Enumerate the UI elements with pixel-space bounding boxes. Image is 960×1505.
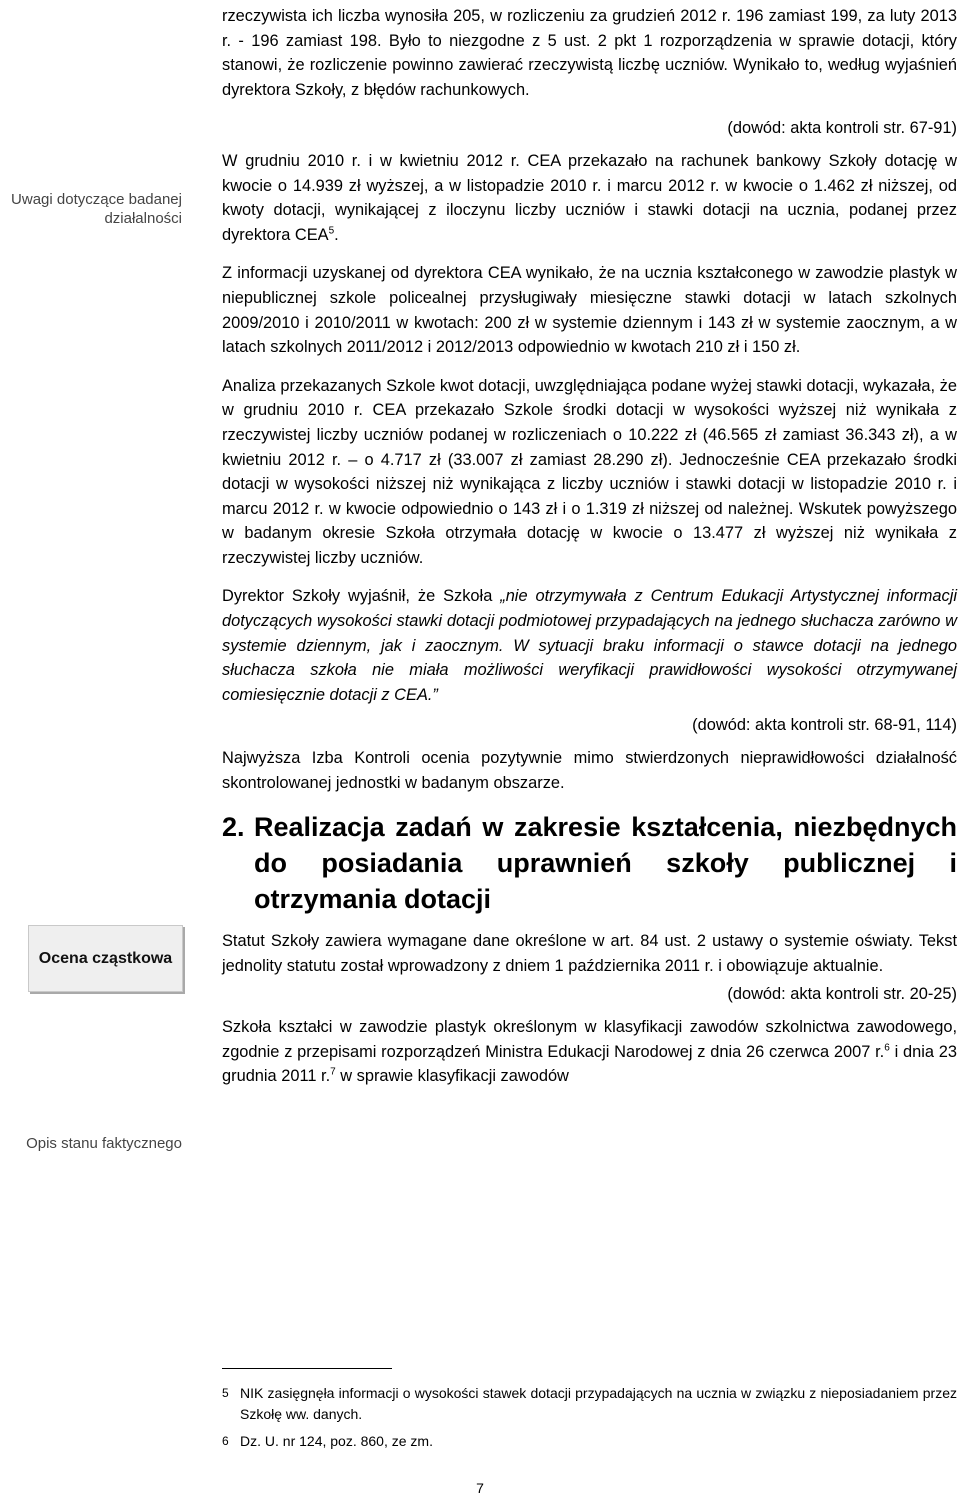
footnote-number: 5 [222,1386,229,1400]
evidence-note-3: (dowód: akta kontroli str. 20-25) [727,985,957,1004]
footnote-number: 6 [222,1434,229,1448]
director-quote: „nie otrzymywała z Centrum Edukacji Artystycznej informacji dotyczących wysokości stawki dotacji podmiotowej przypadających na jednego słuchacza zarówno w systemie dziennym, jak i zaocznym. W sytuacji braku informacji o stawce dotacji na jednego słuchacza szkoła nie miała możliwości weryfikacji prawidłowości wysokości otrzymywanej comiesięcznie dotacji z CEA.” [222,587,957,704]
paragraph-grant-transfers-end: . [334,225,339,244]
vocational-text-c: w sprawie klasyfikacji zawodów [335,1067,569,1086]
paragraph-analysis: Analiza przekazanych Szkole kwot dotacji, uwzględniająca podane wyżej stawki dotacji, wykazała, że w grudniu 2010 r. CEA przekazało Szkole środki dotacji w wysokości wyższej niż wynikała z rzeczywistej liczby uczniów podanej w rozliczeniach o 10.222 zł (46.565 zł zamiast 36.343 zł), a w kwietniu 2012 r. – o 4.717 zł (33.007 zł zamiast 28.290 zł). Jednocześnie CEA przekazało środki dotacji w wysokości niższej niż wynikająca z liczby uczniów i stawki dotacji w listopadzie 2010 r. i marcu 2012 r. w kwocie odpowiednio o 143 zł i o 1.319 zł niższej od należnej. Wskutek powyższego w badanym okresie Szkoła otrzymała dotację w kwocie o 13.477 zł wyższej niż wynikała z rzeczywistej liczby uczniów. [222,376,957,567]
partial-assessment-label: Ocena cząstkowa [38,949,173,967]
paragraph-grant-transfers-text: W grudniu 2010 r. i w kwietniu 2012 r. CEA przekazało na rachunek bankowy Szkoły dotację w kwocie o 14.939 zł wyższej, a w listopadzie 2010 r. i marcu 2012 r. w kwocie o 1.462 zł niższej, od kwoty dotacji, wynikającej z iloczynu liczby uczniów i stawki dotacji na ucznia, podanej przez dyrektora CEA [222,151,957,244]
footnote-text: Dz. U. nr 124, poz. 860, ze zm. [240,1433,433,1449]
remarks-margin-label: Uwagi dotyczące badanej działalności [11,191,182,227]
paragraph-director-explanation [222,584,957,707]
left-margin-column [0,0,190,1505]
section-title: Realizacja zadań w zakresie kształcenia, niezbędnych do posiadania uprawnień szkoły publicznej i otrzymania dotacji [254,812,957,915]
footnote-6 [222,1431,957,1452]
section-heading [222,809,957,917]
facts-margin-label: Opis stanu faktycznego [26,1135,182,1152]
paragraph-statute: Statut Szkoły zawiera wymagane dane określone w art. 84 ust. 2 ustawy o systemie oświaty. Tekst jednolity statutu został wprowadzony z dniem 1 października 2011 r. i obowiązuje aktualnie. [222,932,957,975]
paragraph-vocational-training [222,1015,957,1089]
partial-assessment-box [28,925,183,992]
paragraph-settlement: rzeczywista ich liczba wynosiła 205, w rozliczeniu za grudzień 2012 r. 196 zamiast 199, za luty 2013 r. - 196 zamiast 198. Było to niezgodne z 5 ust. 2 pkt 1 rozporządzenia w sprawie dotacji, który stanowi, że rozliczenie powinno zawierać rzeczywistą liczbę uczniów. Wynikało to, według wyjaśnień dyrektora Szkoły, z błędów rachunkowych. [222,7,957,99]
section-number: 2. [222,812,245,843]
paragraph-grant-transfers [222,149,957,247]
evidence-note-2: (dowód: akta kontroli str. 68-91, 114) [692,716,957,735]
footnote-text: NIK zasięgnęła informacji o wysokości stawek dotacji przypadających na ucznia w związku z nieposiadaniem przez Szkołę ww. danych. [240,1385,957,1422]
document-body [222,4,957,1103]
evidence-note-1: (dowód: akta kontroli str. 67-91) [727,119,957,138]
footnote-5 [222,1383,957,1425]
paragraph-nik-assessment: Najwyższa Izba Kontroli ocenia pozytywnie mimo stwierdzonych nieprawidłowości działalność skontrolowanej jednostki w badanym obszarze. [222,749,957,792]
vocational-text-b: i dnia 23 grudnia 2011 r. [222,1042,957,1086]
footnotes-area [222,1368,957,1458]
paragraph-cea-rates: Z informacji uzyskanej od dyrektora CEA wynikało, że na ucznia kształconego w zawodzie plastyk w niepublicznej szkole policealnej przysługiwały miesięczne stawki dotacji w latach szkolnych 2009/2010 i 2010/2011 w kwotach: 200 zł w systemie dziennym i 143 zł w systemie zaocznym, a w latach szkolnych 2011/2012 i 2012/2013 odpowiednio w kwotach 210 zł i 150 zł. [222,264,957,357]
director-explanation-lead: Dyrektor Szkoły wyjaśnił, że Szkoła [222,587,501,606]
page-number: 7 [476,1480,484,1496]
footnote-ref-7: 7 [330,1066,336,1078]
vocational-text-a: Szkoła kształci w zawodzie plastyk określonym w klasyfikacji zawodów szkolnictwa zawodowego, zgodnie z przepisami rozporządzeń Ministra Edukacji Narodowej z dnia 26 czerwca 2007 r. [222,1018,957,1061]
footnote-ref-6: 6 [884,1042,890,1054]
footnote-ref-5: 5 [328,225,335,237]
footnote-separator [222,1368,392,1369]
